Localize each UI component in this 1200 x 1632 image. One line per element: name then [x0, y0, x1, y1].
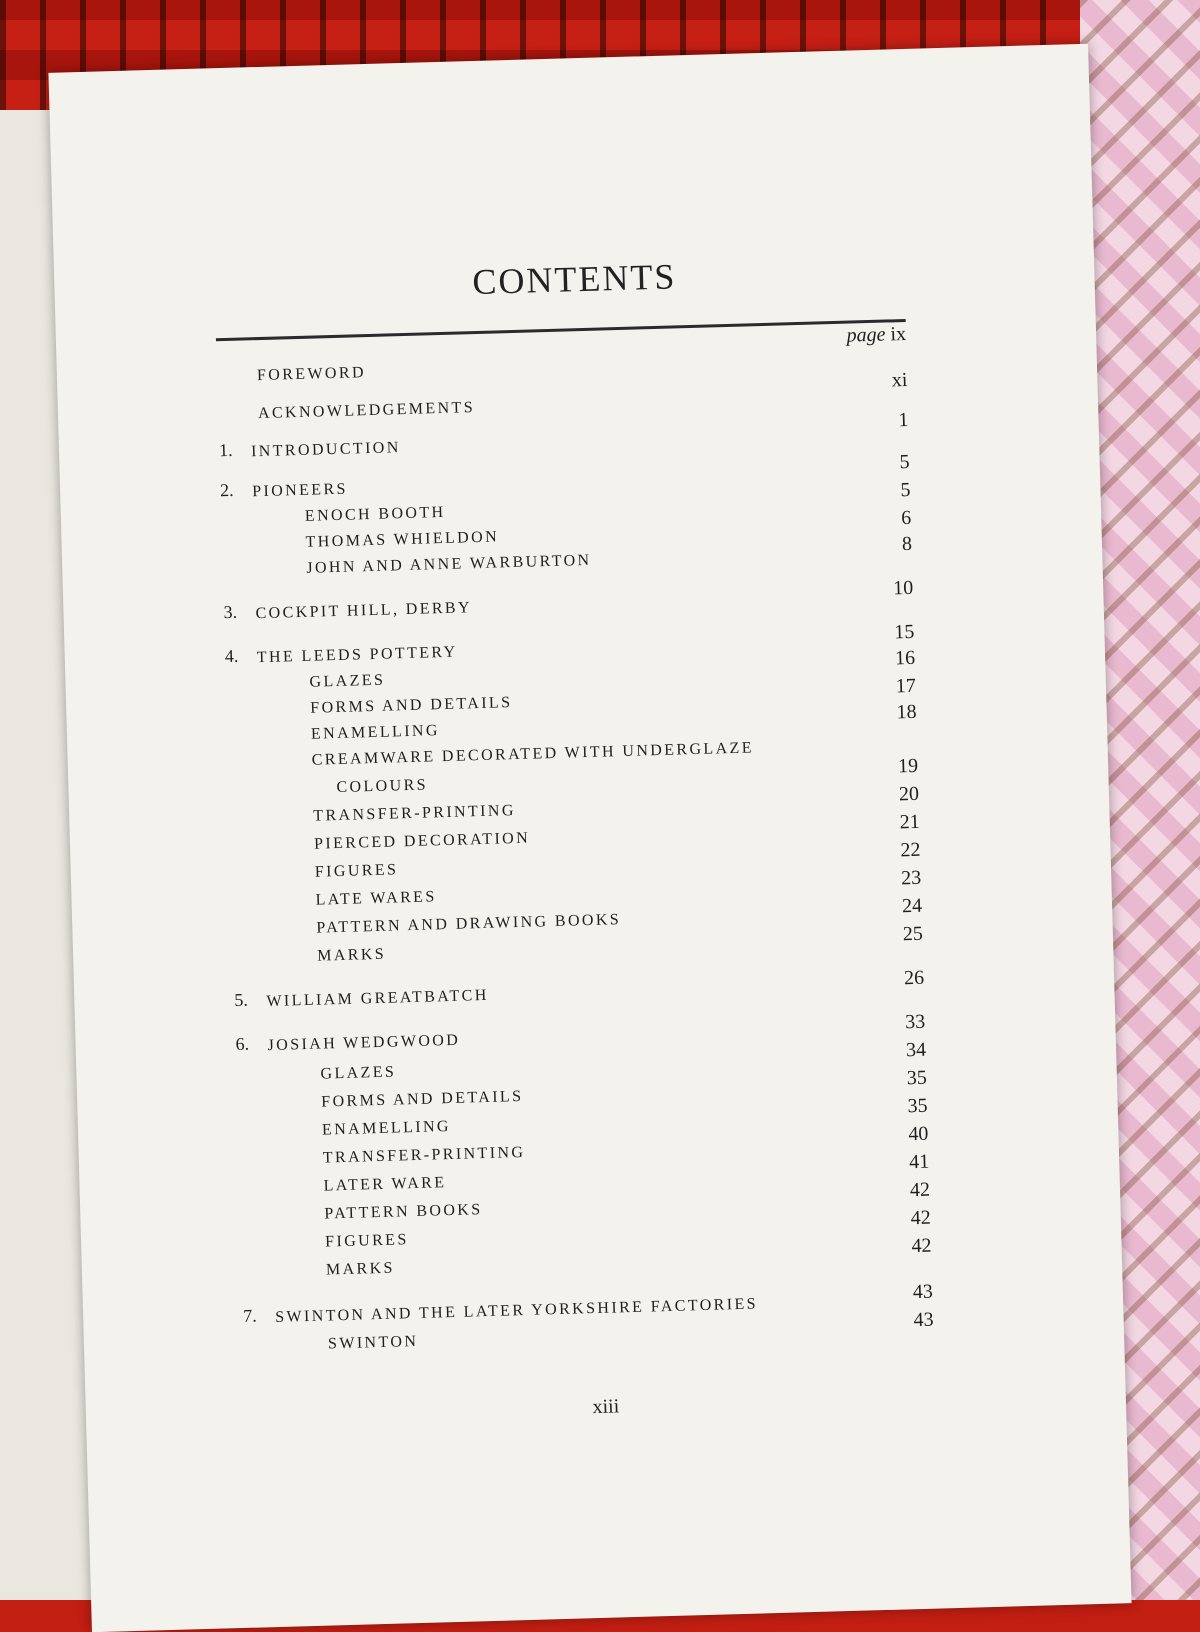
toc-page: 33 — [904, 1010, 926, 1034]
toc-label: FOREWORD — [256, 364, 367, 385]
toc-page: 19 — [897, 754, 919, 778]
toc-page: page ix — [846, 322, 907, 347]
toc-page: 42 — [910, 1206, 932, 1230]
toc-label: WILLIAM GREATBATCH — [266, 986, 489, 1011]
toc-label: PATTERN BOOKS — [324, 1201, 483, 1223]
toc-page: 16 — [894, 646, 916, 670]
toc-label: LATE WARES — [315, 888, 437, 909]
toc-entry — [234, 966, 925, 1018]
toc-page: 40 — [908, 1122, 929, 1146]
toc-page: 23 — [900, 866, 922, 890]
toc-page: 21 — [899, 810, 920, 834]
toc-label: PIONEERS — [251, 480, 349, 501]
chapter-number: 5. — [234, 989, 249, 1010]
page-number-footer: xiii — [592, 1395, 620, 1419]
toc-label: MARKS — [316, 945, 387, 965]
toc-label: ENOCH BOOTH — [304, 503, 446, 525]
toc-page: 10 — [892, 576, 914, 600]
toc-page: 25 — [902, 922, 924, 946]
toc-label: PIERCED DECORATION — [313, 829, 531, 853]
page-prefix: page — [846, 323, 886, 347]
toc-label: SWINTON — [327, 1332, 419, 1353]
toc-label: GLAZES — [320, 1063, 397, 1083]
toc-page: 5 — [900, 478, 911, 502]
toc-page: xi — [891, 368, 908, 392]
toc-label: SWINTON AND THE LATER YORKSHIRE FACTORIES — [275, 1295, 759, 1326]
toc-label: JOSIAH WEDGWOOD — [267, 1031, 461, 1055]
toc-page: 5 — [899, 450, 910, 474]
toc-label: FORMS AND DETAILS — [321, 1087, 524, 1111]
toc-label: ACKNOWLEDGEMENTS — [257, 399, 476, 423]
toc-label: FIGURES — [314, 861, 399, 881]
toc-page: 41 — [908, 1150, 930, 1174]
toc-label: INTRODUCTION — [250, 439, 401, 461]
toc-page: 43 — [913, 1308, 934, 1332]
toc-page: 8 — [901, 532, 913, 556]
toc-page: 20 — [898, 782, 920, 806]
toc-page: 24 — [901, 894, 923, 918]
toc-page: 42 — [909, 1178, 931, 1202]
toc-label: TRANSFER-PRINTING — [313, 802, 517, 825]
toc-label: MARKS — [325, 1259, 396, 1279]
toc-page: 35 — [906, 1066, 928, 1090]
toc-label: FIGURES — [324, 1231, 409, 1251]
toc-label: TRANSFER-PRINTING — [322, 1143, 526, 1167]
toc-page: 35 — [907, 1094, 928, 1118]
toc-label: CREAMWARE DECORATED WITH UNDERGLAZE — [311, 739, 755, 769]
page-title: CONTENTS — [471, 256, 677, 303]
toc-page: 26 — [903, 966, 925, 990]
chapter-number: 7. — [242, 1305, 257, 1326]
table-of-contents — [216, 322, 934, 1353]
toc-label: THE LEEDS POTTERY — [256, 643, 458, 667]
toc-label: PATTERN AND DRAWING BOOKS — [316, 911, 622, 937]
toc-label: JOHN AND ANNE WARBURTON — [306, 551, 592, 577]
title-rule — [216, 319, 906, 341]
chapter-number: 3. — [223, 601, 238, 623]
toc-label: ENAMELLING — [310, 722, 441, 743]
toc-page: 6 — [900, 506, 912, 530]
toc-page: 34 — [905, 1038, 927, 1062]
toc-entry — [223, 576, 914, 630]
chapter-number: 1. — [218, 439, 233, 461]
toc-label: LATER WARE — [323, 1174, 447, 1195]
book-page — [48, 44, 1131, 1632]
toc-page: 22 — [900, 838, 921, 862]
toc-label: FORMS AND DETAILS — [310, 694, 513, 717]
toc-page: 43 — [912, 1280, 934, 1304]
toc-label: ENAMELLING — [321, 1118, 452, 1139]
toc-label: GLAZES — [309, 671, 386, 691]
toc-page: 18 — [896, 700, 917, 724]
chapter-number: 6. — [235, 1033, 250, 1054]
toc-page: 42 — [911, 1234, 932, 1258]
toc-label: COCKPIT HILL, DERBY — [255, 599, 473, 623]
toc-page: 17 — [895, 674, 917, 698]
toc-page: 15 — [894, 620, 915, 644]
toc-page: 1 — [898, 408, 909, 432]
chapter-number: 2. — [219, 479, 234, 501]
toc-label: COLOURS — [336, 776, 429, 797]
toc-label: THOMAS WHIELDON — [305, 528, 500, 551]
chapter-number: 4. — [224, 645, 239, 667]
